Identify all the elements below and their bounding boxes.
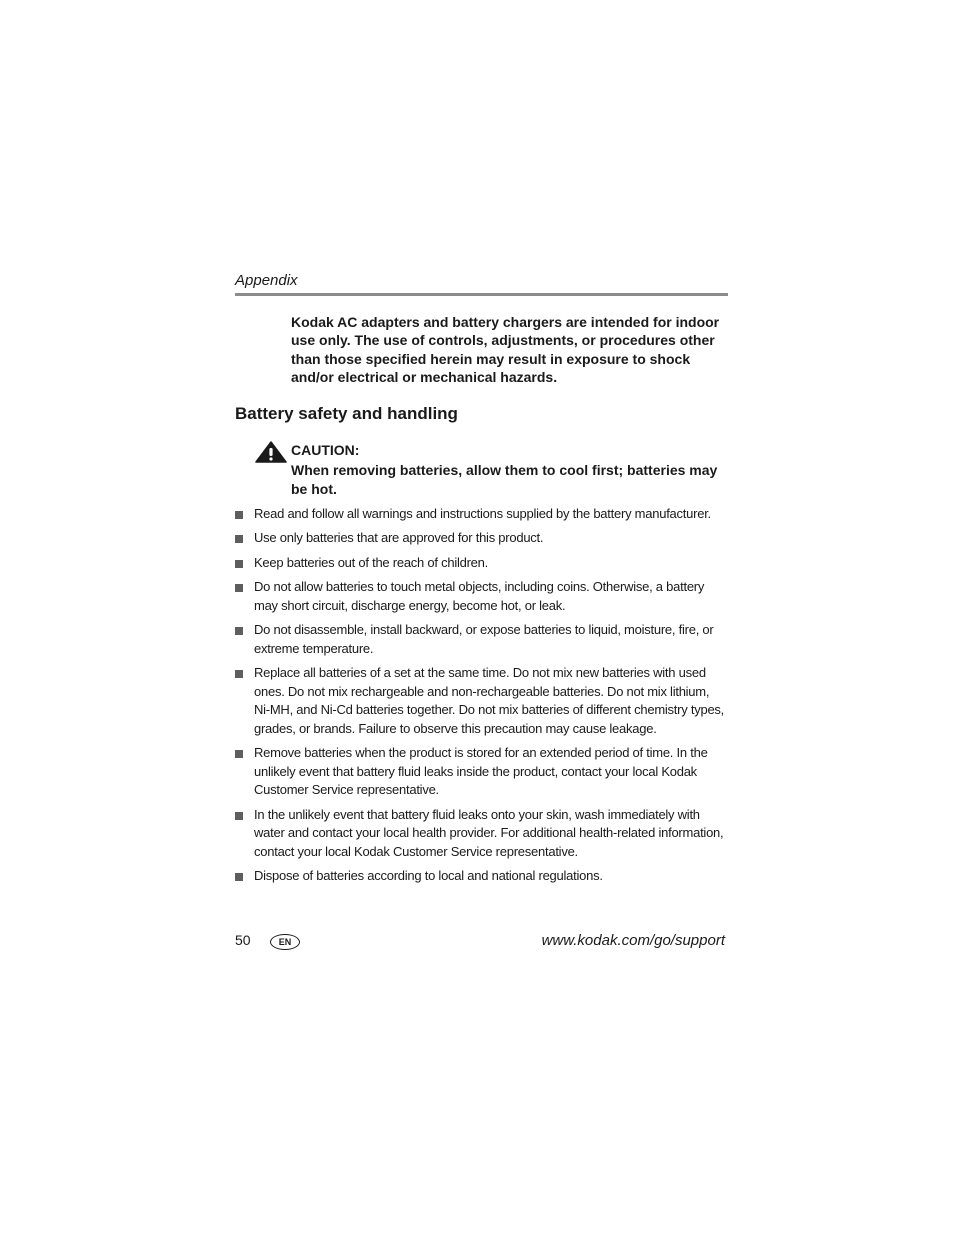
- bullet-square-icon: [235, 750, 243, 758]
- header-divider: [235, 293, 728, 296]
- support-link[interactable]: www.kodak.com/go/support: [541, 932, 725, 949]
- safety-list: [235, 505, 728, 886]
- bullet-square-icon: [235, 627, 243, 635]
- list-item-text: Do not disassemble, install backward, or expose batteries to liquid, moisture, fire, or extreme temperature.: [254, 622, 714, 656]
- page-content: [235, 270, 728, 892]
- list-item: [235, 554, 728, 573]
- list-item: [235, 806, 728, 862]
- warning-icon: [255, 441, 287, 463]
- bullet-square-icon: [235, 535, 243, 543]
- list-item-text: Keep batteries out of the reach of children.: [254, 554, 488, 570]
- list-item-text: Dispose of batteries according to local and national regulations.: [254, 868, 603, 884]
- list-item: [235, 578, 728, 615]
- list-item-text: Remove batteries when the product is stored for an extended period of time. In the unlikely event that battery fluid leaks inside the product, contact your local Kodak Customer Service representative.: [254, 745, 708, 798]
- bullet-square-icon: [235, 511, 243, 519]
- list-item-text: Use only batteries that are approved for this product.: [254, 530, 544, 546]
- section-label: Appendix: [235, 272, 298, 289]
- caution-label: CAUTION:: [291, 442, 360, 459]
- list-item: [235, 505, 728, 524]
- language-badge: EN: [270, 934, 300, 950]
- list-item: [235, 744, 728, 800]
- list-item-text: Read and follow all warnings and instructions supplied by the battery manufacturer.: [254, 505, 711, 521]
- list-item-text: Replace all batteries of a set at the same time. Do not mix new batteries with used ones. Do not mix rechargeable and non-rechargeable batteries. Do not mix lithium, Ni-MH, and Ni-Cd batteries together. Do not mix batteries of different chemistry types, grades, or brands. Failure to observe this precaution may cause leakage.: [254, 665, 725, 736]
- list-item-text: In the unlikely event that battery fluid leaks onto your skin, wash immediately with water and contact your local health provider. For additional health-related information, contact your local Kodak Customer Service representative.: [254, 806, 724, 859]
- bullet-square-icon: [235, 560, 243, 568]
- page-footer: [235, 930, 725, 952]
- list-item: [235, 621, 728, 658]
- list-item-text: Do not allow batteries to touch metal objects, including coins. Otherwise, a battery may short circuit, discharge energy, become hot, or leak.: [254, 579, 705, 613]
- adapter-notice: Kodak AC adapters and battery chargers are intended for indoor use only. The use of controls, adjustments, or procedures other than those specified herein may result in exposure to shock and/or electrical or mechanical hazards.: [291, 314, 720, 385]
- list-item: [235, 664, 728, 738]
- bullet-square-icon: [235, 873, 243, 881]
- list-item: [235, 867, 728, 886]
- bullet-square-icon: [235, 584, 243, 592]
- list-item: [235, 529, 728, 548]
- bullet-square-icon: [235, 812, 243, 820]
- bullet-square-icon: [235, 670, 243, 678]
- caution-text: When removing batteries, allow them to cool first; batteries may be hot.: [291, 461, 718, 498]
- section-heading: Battery safety and handling: [235, 404, 458, 424]
- page-number: 50: [235, 932, 251, 948]
- caution-block: [235, 441, 728, 500]
